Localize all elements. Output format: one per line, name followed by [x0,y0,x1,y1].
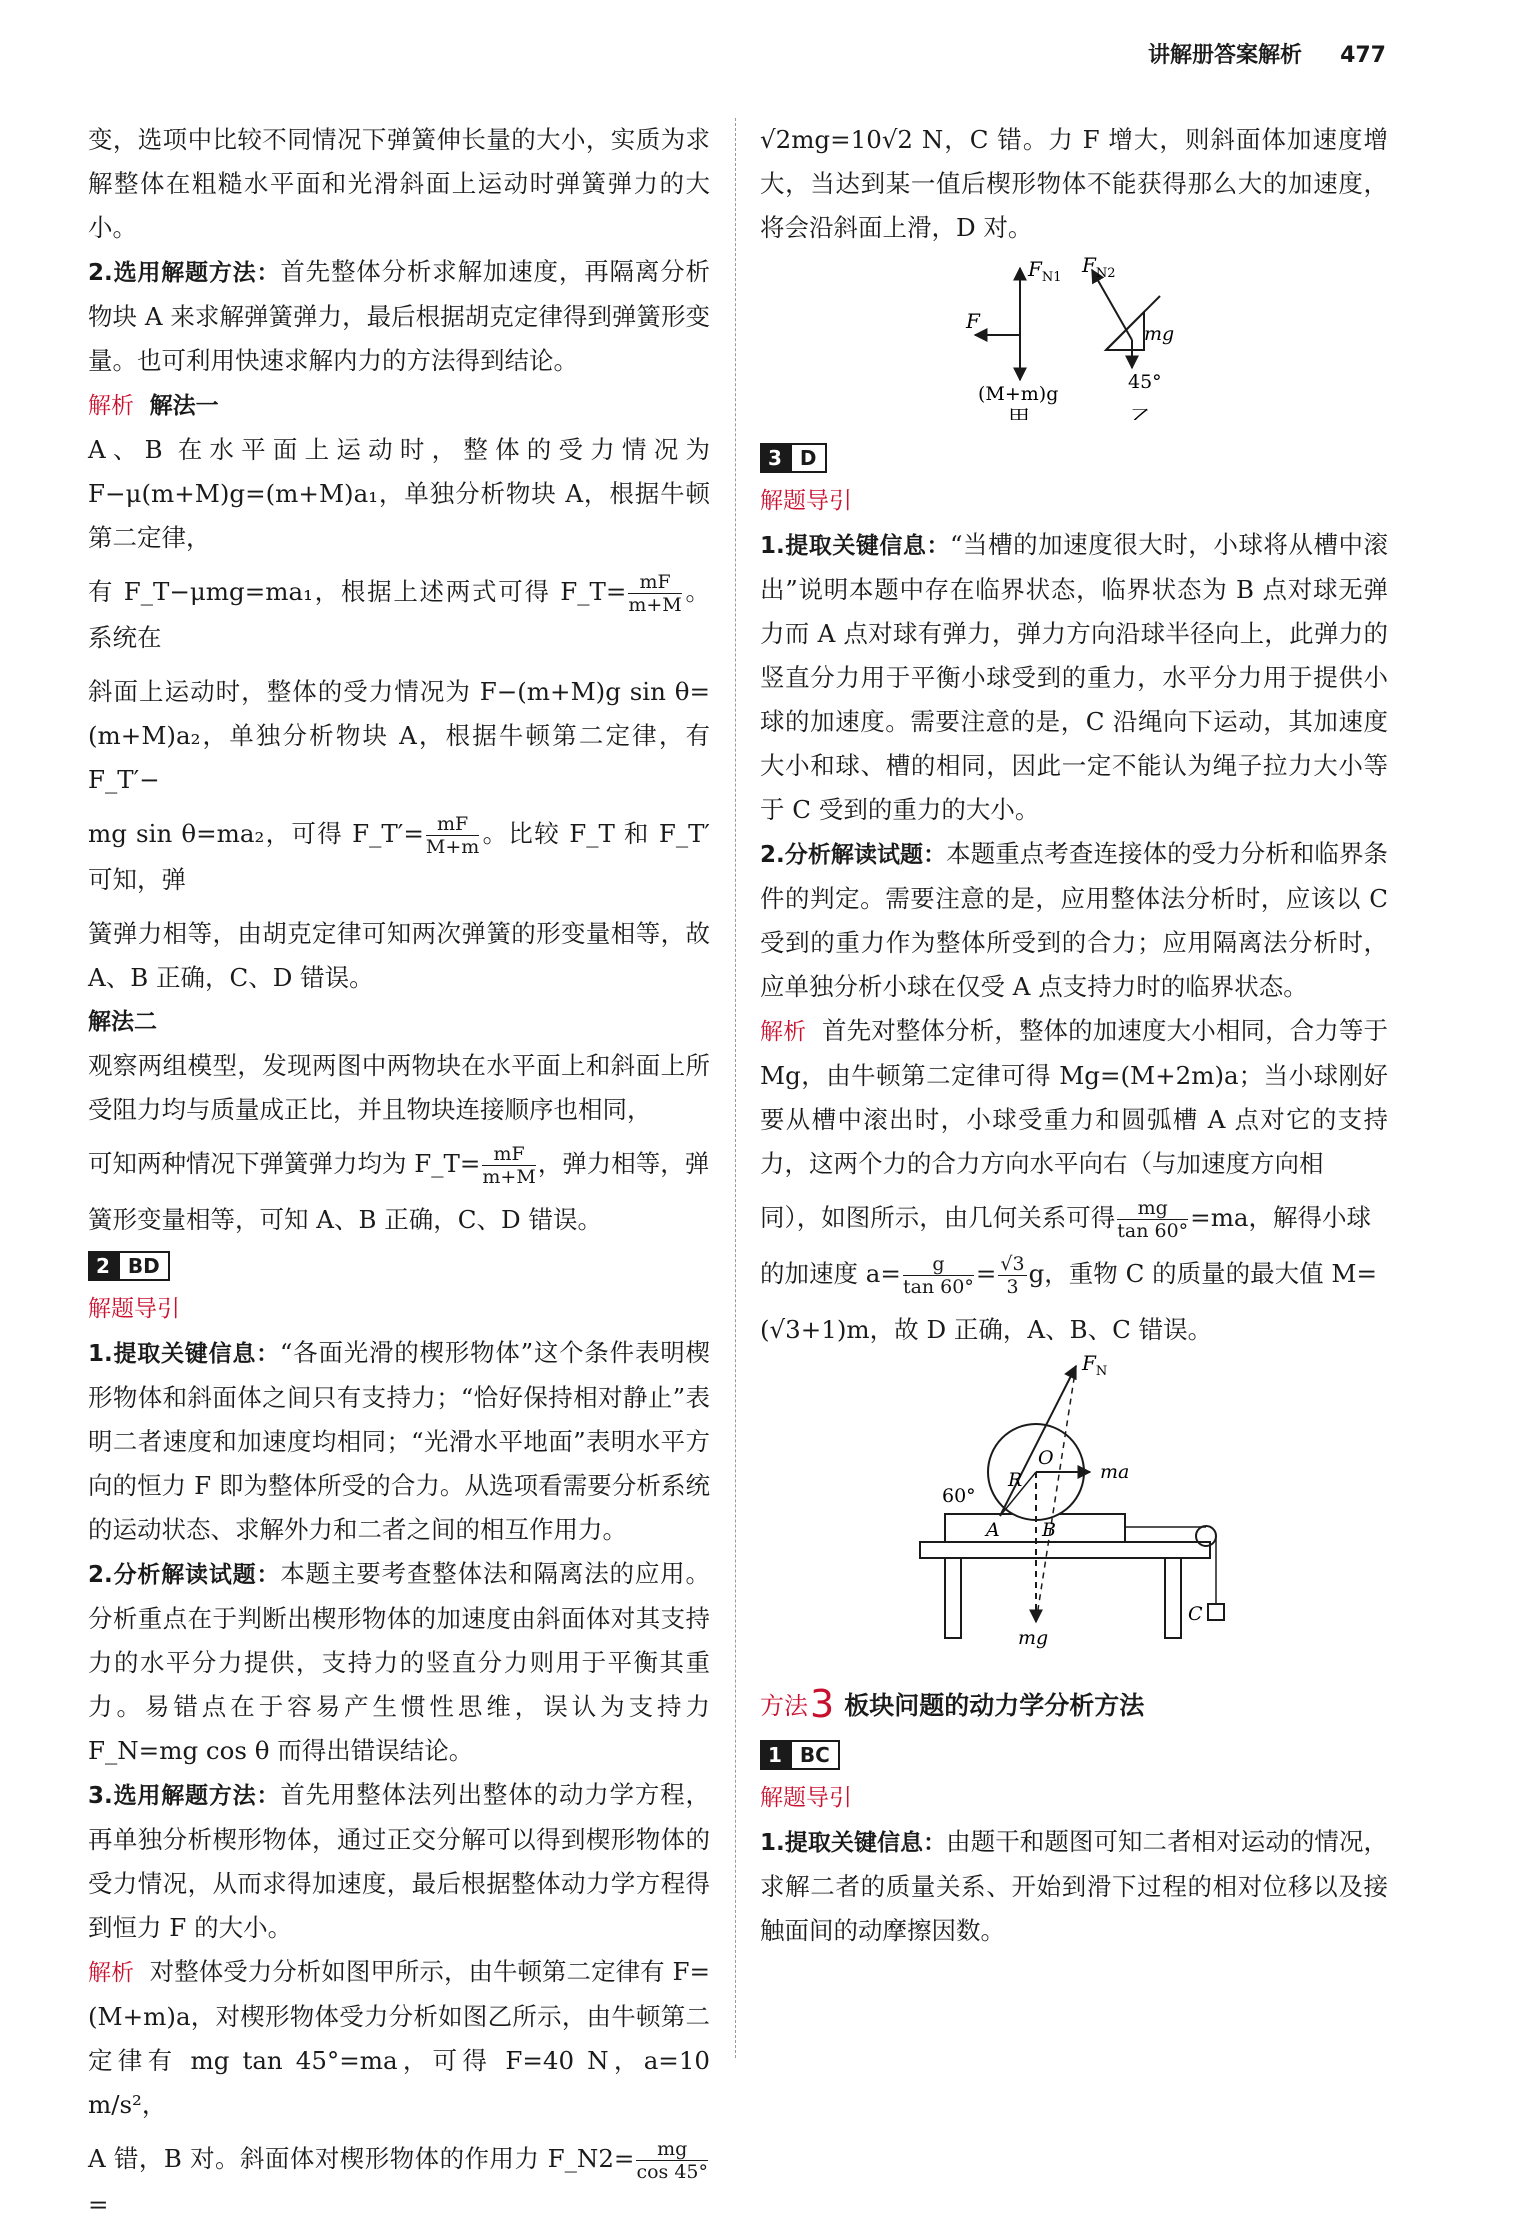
answer-tag: 3 D [760,443,827,473]
paragraph: (√3+1)m，故 D 正确，A、B、C 错误。 [760,1314,1213,1344]
label-a: A [986,1518,1000,1541]
force-diagram-jia-yi [760,250,1388,420]
paragraph: √2mg=10√2 N，C 错。力 F 增大，则斜面体加速度增大，当达到某一值后楔形物体不能获得那么大的加速度，将会沿斜面上滑，D 对。 [760,125,1388,242]
equation-line: 有 F_T−μmg=ma₁，根据上述两式可得 F_T= $\frac{mF}{m+M}$ 。系统在 [88,571,710,652]
fraction: $\frac{mg}{\cos 45^\circ}$ [636,2137,708,2183]
label-mg-total: (M+m)g [978,383,1059,405]
solution-label: 解析 [88,393,134,419]
method-two-label: 解法二 [88,1009,157,1035]
paragraph: 解析 对整体受力分析如图甲所示，由牛顿第二定律有 F=(M+m)a，对楔形物体受力分析如图乙所示，由牛顿第二定律有 mg tan 45°=ma，可得 F=40 N，a=10 m/s²， [88,1956,710,2119]
fraction: $\frac{g}{\tan 60^\circ}$ [902,1252,974,1298]
left-column [88,118,710,2237]
fraction: $\frac{√3}{3}$ [1000,1252,1025,1298]
table-top [920,1542,1210,1558]
step-text: 首先整体分析求解加速度，再隔离分析物块 A 来求解弹簧弹力，最后根据胡克定律得到弹簧形变量。也可利用快速求解内力的方法得到结论。 [88,257,710,375]
method-heading: 方法3 板块问题的动力学分析方法 [760,1681,1145,1726]
paragraph: 1.提取关键信息：由题干和题图可知二者相对运动的情况，求解二者的质量关系、开始到滑下过程的相对位移以及接触面间的动摩擦因数。 [760,1827,1388,1945]
answer-tag: 2 BD [88,1251,170,1281]
label-c: C [1188,1602,1203,1625]
paragraph: 簧形变量相等，可知 A、B 正确，C、D 错误。 [88,1205,602,1234]
guide-label: 解题导引 [88,1295,180,1322]
fraction: $\frac{mF}{m+M}$ [628,571,682,616]
label-fn2: $F_{N2}$ [1082,253,1116,281]
paragraph [88,250,710,383]
label-f: F [966,309,980,333]
paragraph: 观察两组模型，发现两图中两物块在水平面上和斜面上所受阻力均与质量成正比，并且物块连接顺序也相同， [88,1051,710,1124]
equation-line: 的加速度 a= $\frac{g}{\tan 60^\circ}$ = $\frac{√3}{3}$ g，重物 C 的质量的最大值 M= [760,1252,1377,1298]
answer-tag: 1 BC [760,1740,840,1770]
label-jia: 甲 [1008,407,1031,420]
paragraph: 斜面上运动时，整体的受力情况为 F−(m+M)g sin θ=(m+M)a₂，单独分析物块 A，根据牛顿第二定律，有 F_T′− [88,677,710,794]
page-header [1148,38,1386,69]
paragraph: 1.提取关键信息：“当槽的加速度很大时，小球将从槽中滚出”说明本题中存在临界状态，临界状态为 B 点对球无弹力而 A 点对球有弹力，弹力方向沿球半径向上，此弹力的竖直分力用于平衡小球受到的重力，水平分力用于提供小球的加速度。需要注意的是，C 沿绳向下运动，其加速度大小和球、槽的相同，因此一定不能认为绳子拉力大小等于 C 受到的重力的大小。 [760,529,1388,824]
table-leg-left [945,1558,961,1638]
paragraph: 解析 首先对整体分析，整体的加速度大小相同，合力等于 Mg，由牛顿第二定律可得 Mg=(M+2m)a；当小球刚好要从槽中滚出时，小球受重力和圆弧槽 A 点对它的支持力，这两个力的合力方向水平向右（与加速度方向相 [760,1015,1389,1178]
header-title: 讲解册答案解析 [1148,43,1303,68]
step-label: 2.选用解题方法： [88,260,281,286]
guide-label: 解题导引 [760,1785,852,1811]
solution-heading [88,383,710,428]
equation-line: 可知两种情况下弹簧弹力均为 F_T= $\frac{mF}{m+M}$ ，弹力相等，弹 [88,1143,710,1188]
column-divider [735,118,736,2058]
page-number: 477 [1340,43,1386,68]
label-b: B [1042,1518,1056,1541]
equation-line: A 错，B 对。斜面体对楔形物体的作用力 F_N2= $\frac{mg}{\cos 45^\circ}$ = [88,2137,708,2219]
label-fn: $F_N$ [1082,1351,1108,1379]
paragraph: 2.分析解读试题：本题主要考查整体法和隔离法的应用。分析重点在于判断出楔形物体的加速度由斜面体对其支持力的水平分力提供，支持力的竖直分力则用于平衡其重力。易错点在于容易产生惯性思维，误认为支持力 F_N=mg cos θ 而得出错误结论。 [88,1558,710,1765]
label-ma: ma [1100,1460,1130,1483]
equation-line: 同），如图所示，由几何关系可得 $\frac{mg}{\tan 60^\circ}$ =ma，解得小球 [760,1196,1372,1242]
label-angle-60: 60° [942,1484,976,1507]
label-yi: 乙 [1130,407,1153,420]
equation-line: mg sin θ=ma₂，可得 F_T′= $\frac{mF}{M+m}$ 。比较 F_T 和 F_T′ 可知，弹 [88,813,710,894]
paragraph: 1.提取关键信息：“各面光滑的楔形物体”这个条件表明楔形物体和斜面体之间只有支持力；“恰好保持相对静止”表明二者速度和加速度均相同；“光滑水平地面”表明水平方向的恒力 F 即为整体所受的合力。从选项看需要分析系统的运动状态、求解外力和二者之间的相互作用力。 [88,1337,710,1544]
label-mg-ball: mg [1018,1626,1049,1649]
label-mg: mg [1144,323,1175,345]
right-column [760,118,1388,1953]
guide-label: 解题导引 [760,487,852,514]
ball-trough-diagram [760,1352,1388,1652]
label-fn1: $F_{N1}$ [1028,257,1062,285]
table-leg-right [1165,1558,1181,1638]
paragraph: 3.选用解题方法：首先用整体法列出整体的动力学方程，再单独分析楔形物体，通过正交分解可以得到楔形物体的受力情况，从而求得加速度，最后根据整体动力学方程得到恒力 F 的大小。 [88,1779,710,1942]
method-one-label: 解法一 [149,393,219,419]
fraction: $\frac{mF}{m+M}$ [482,1143,536,1188]
fraction: $\frac{mg}{\tan 60^\circ}$ [1117,1196,1189,1242]
label-angle-45: 45° [1128,371,1162,393]
label-o: O [1038,1446,1054,1469]
paragraph: A、B 在水平面上运动时，整体的受力情况为 F−μ(m+M)g=(m+M)a₁，单独分析物块 A，根据牛顿第二定律， [88,435,710,552]
weight-c [1208,1604,1224,1620]
paragraph: 2.分析解读试题：本题重点考查连接体的受力分析和临界条件的判定。需要注意的是，应用整体法分析时，应该以 C 受到的重力作为整体所受到的合力；应用隔离法分析时，应单独分析小球在仅受 A 点支持力时的临界状态。 [760,838,1388,1001]
fraction: $\frac{mF}{M+m}$ [425,813,480,858]
paragraph: 变，选项中比较不同情况下弹簧伸长量的大小，实质为求解整体在粗糙水平面和光滑斜面上运动时弹簧弹力的大小。 [88,125,710,242]
label-r: R [1008,1468,1023,1491]
paragraph: 簧弹力相等，由胡克定律可知两次弹簧的形变量相等，故 A、B 正确，C、D 错误。 [88,919,710,992]
